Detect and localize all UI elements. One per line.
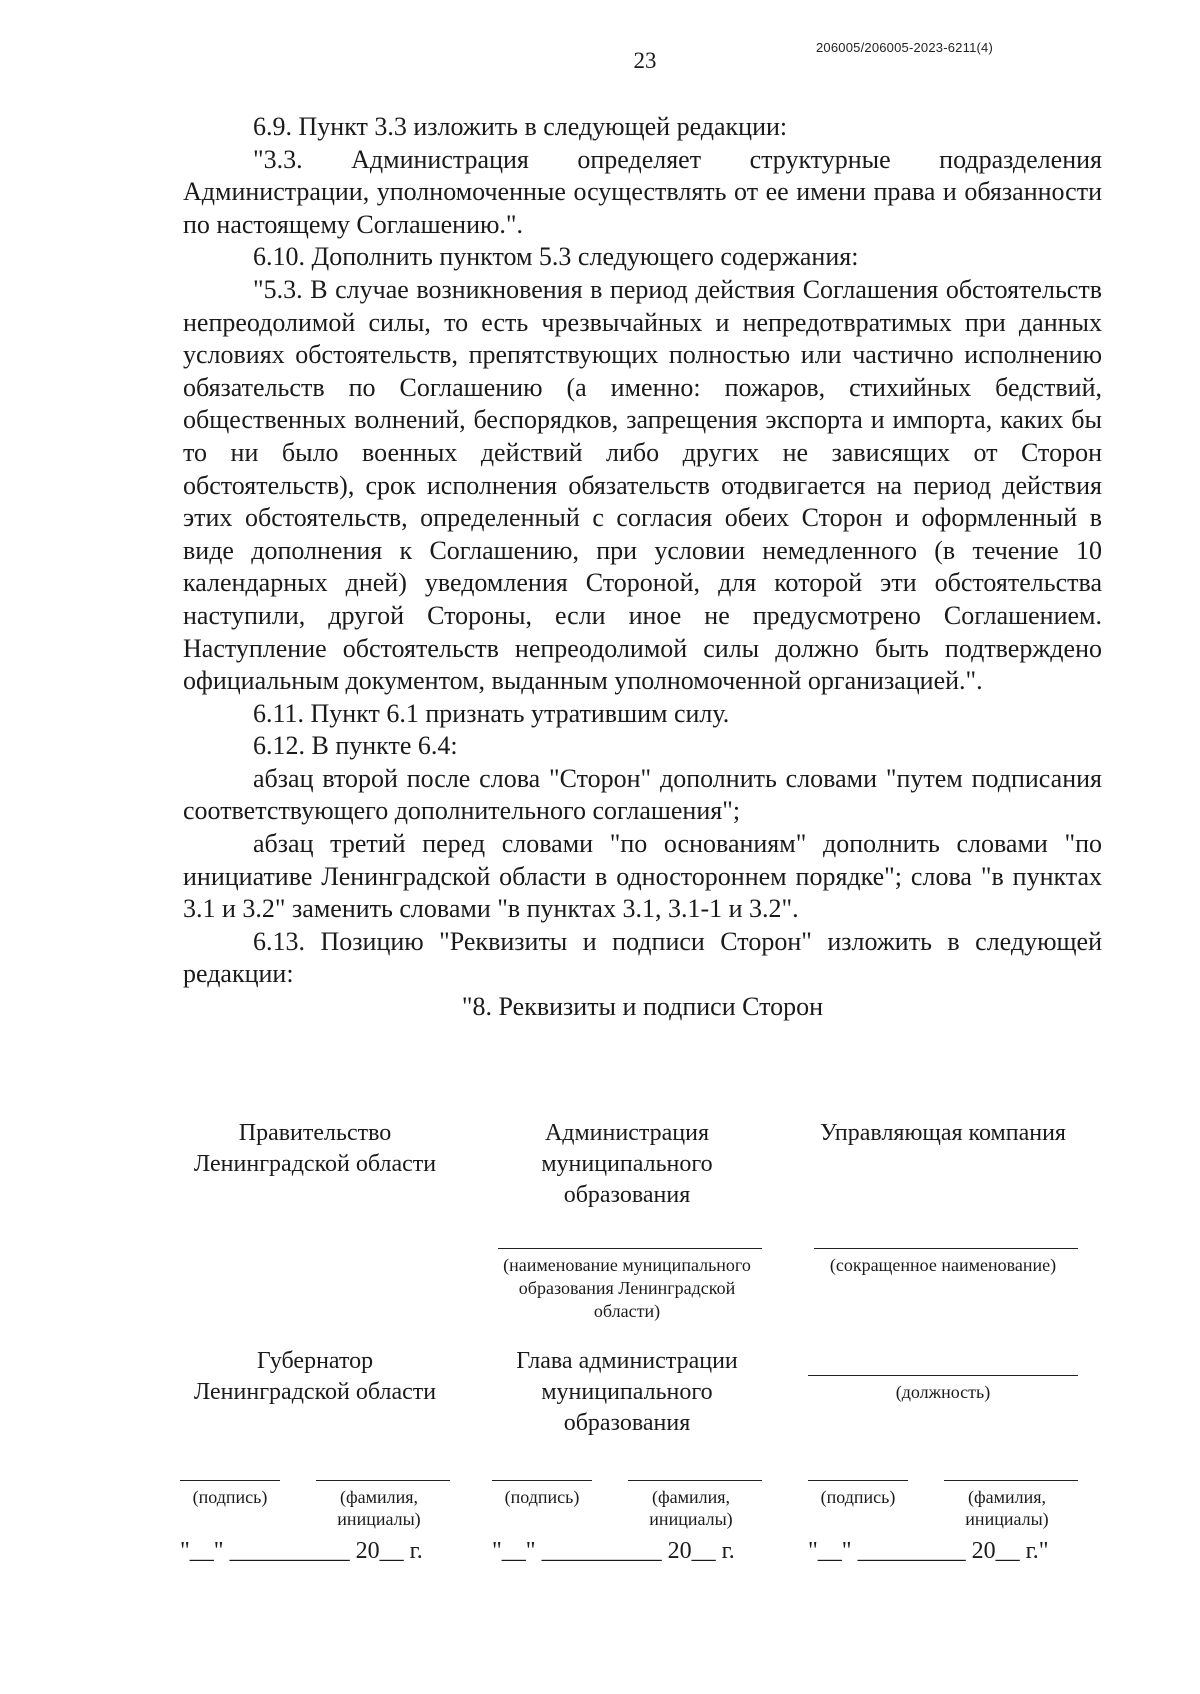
paragraph-3-3-text: "3.3. Администрация определяет структурные подразделения Администрации, уполномоченные осуществлять от ее имени права и обязанности по настоящему Соглашению.".: [183, 144, 1102, 239]
date-field: "__" __________ 20__ г.: [180, 1538, 423, 1564]
post-line: [808, 1375, 1078, 1376]
signature-line: [808, 1480, 908, 1481]
entity-name-caption: (наименование муниципального образования Ленинградской области): [503, 1255, 751, 1321]
paragraph-5-3-text: "5.3. В случае возникновения в период действия Соглашения обстоятельств непреодолимой силы, то есть чрезвычайных и непредотвратимых при данных условиях обстоятельств, препятствующих полностью или частично исполнению обязательств по Соглашению (а именно: пожаров, стихийных бедствий, общественных волнений, беспорядков, запрещения экспорта и импорта, каких бы то ни было военных действий либо других не зависящих от Сторон обстоятельств), срок исполнения обязательств отодвигается на период действия этих обстоятельств, определенный с согласия обеих Сторон и оформленный в виде дополнения к Соглашению, при условии немедленного (в течение 10 календарных дней) уведомления Стороной, для которой эти обстоятельства наступили, другой Стороны, если иное не предусмотрено Соглашением. Наступление обстоятельств непреодолимой силы должно быть подтверждено официальным документом, выданным уполномоченной организацией.".: [183, 274, 1102, 696]
document-body: [183, 111, 1102, 1024]
signatory-post: Глава администрации муниципального образования: [516, 1348, 738, 1436]
paragraph-6-12-second: абзац второй после слова "Сторон" дополнить словами "путем подписания соответствующего дополнительного соглашения";: [183, 763, 1102, 826]
full-name-line: [628, 1480, 762, 1481]
signature-column-management-company: [808, 1118, 1078, 1588]
paragraph-6-13: 6.13. Позицию "Реквизиты и подписи Сторон" изложить в следующей редакции:: [183, 926, 1102, 989]
signature-caption: (подпись): [192, 1487, 268, 1507]
paragraph-6-12: 6.12. В пункте 6.4:: [253, 731, 458, 761]
signature-column-administration: [492, 1118, 762, 1588]
entity-name-caption: (сокращенное наименование): [829, 1255, 1057, 1275]
party-name: Правительство Ленинградской области: [193, 1120, 437, 1177]
entity-name-line: [814, 1248, 1078, 1249]
date-field: "__" _________ 20__ г.": [808, 1538, 1049, 1564]
paragraph-6-11: 6.11. Пункт 6.1 признать утратившим силу.: [253, 698, 730, 728]
full-name-caption: (фамилия, инициалы): [965, 1487, 1049, 1529]
section-title: "8. Реквизиты и подписи Сторон: [461, 992, 824, 1022]
party-name: Управляющая компания: [820, 1120, 1066, 1146]
signature-line: [492, 1480, 592, 1481]
signatory-post: Губернатор Ленинградской области: [193, 1348, 437, 1405]
signature-caption: (подпись): [820, 1487, 896, 1507]
signature-caption: (подпись): [504, 1487, 580, 1507]
signature-table: [180, 1118, 1100, 1588]
paragraph-6-9: 6.9. Пункт 3.3 изложить в следующей редакции:: [253, 112, 788, 141]
full-name-caption: (фамилия, инициалы): [649, 1487, 733, 1529]
paragraph-6-10: 6.10. Дополнить пунктом 5.3 следующего содержания:: [253, 242, 859, 272]
post-caption: (должность): [895, 1382, 991, 1402]
date-field: "__" __________ 20__ г.: [492, 1538, 735, 1564]
signature-line: [180, 1480, 280, 1481]
entity-name-line: [498, 1248, 762, 1249]
document-id: 206005/206005-2023-6211(4): [816, 40, 993, 55]
full-name-line: [944, 1480, 1078, 1481]
party-name: Администрация муниципального образования: [541, 1120, 713, 1208]
full-name-caption: (фамилия, инициалы): [337, 1487, 421, 1529]
page-number: 23: [633, 48, 657, 73]
signature-column-government: [180, 1118, 450, 1588]
full-name-line: [316, 1480, 450, 1481]
paragraph-6-12-third: абзац третий перед словами "по основаниям" дополнить словами "по инициативе Ленинградской области в одностороннем порядке"; слова "в пунктах 3.1 и 3.2" заменить словами "в пунктах 3.1, 3.1-1 и 3.2".: [183, 829, 1102, 924]
